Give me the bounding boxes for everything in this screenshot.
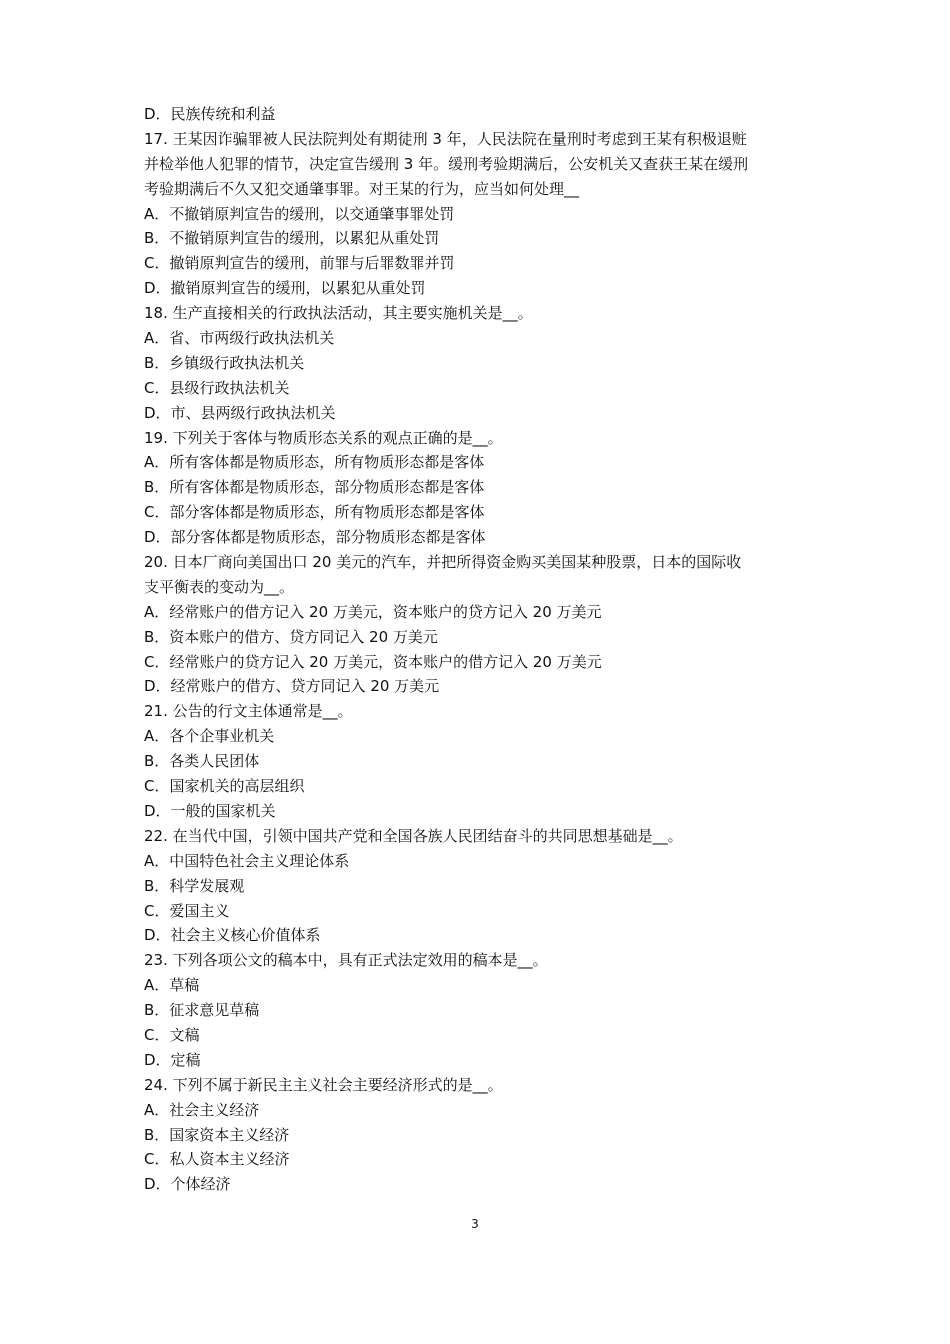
question-19: 19. 下列关于客体与物质形态关系的观点正确的是__。 [144, 428, 503, 447]
question-20: 20. 日本厂商向美国出口 20 美元的汽车，并把所得资金购买美国某种股票，日本的国际收 [144, 553, 742, 572]
answer-option: B．所有客体都是物质形态，部分物质形态都是客体 [144, 478, 485, 497]
answer-option: B．国家资本主义经济 [144, 1125, 290, 1144]
answer-option: A．社会主义经济 [144, 1100, 260, 1119]
answer-option: D．个体经济 [144, 1175, 231, 1194]
question-23: 23. 下列各项公文的稿本中，具有正式法定效用的稿本是__。 [144, 951, 548, 970]
answer-option: B．征求意见草稿 [144, 1001, 260, 1020]
answer-option: D．定稿 [144, 1050, 201, 1069]
answer-option: B．科学发展观 [144, 876, 245, 895]
answer-option: B．各类人民团体 [144, 752, 260, 771]
answer-option: D．市、县两级行政执法机关 [144, 403, 336, 422]
text-line: D．民族传统和利益 [144, 105, 276, 123]
question-text-body [144, 102, 814, 1197]
answer-option: A．不撤销原判宣告的缓刑，以交通肇事罪处罚 [144, 204, 455, 223]
text-line: 考验期满后不久又犯交通肇事罪。对王某的行为，应当如何处理__ [144, 179, 580, 198]
answer-option: B．资本账户的借方、贷方同记入 20 万美元 [144, 627, 438, 646]
question-22: 22. 在当代中国，引领中国共产党和全国各族人民团结奋斗的共同思想基础是__。 [144, 826, 683, 845]
question-17: 17. 王某因诈骗罪被人民法院判处有期徒刑 3 年，人民法院在量刑时考虑到王某有积极退赃 [144, 129, 747, 148]
answer-option: A．各个企事业机关 [144, 727, 275, 746]
answer-option: B．乡镇级行政执法机关 [144, 353, 305, 372]
answer-option: D．部分客体都是物质形态，部分物质形态都是客体 [144, 528, 486, 547]
answer-option: A．草稿 [144, 976, 200, 995]
answer-option: C．撤销原判宣告的缓刑，前罪与后罪数罪并罚 [144, 254, 455, 273]
answer-option: C．国家机关的高层组织 [144, 777, 305, 796]
answer-option: C．部分客体都是物质形态，所有物质形态都是客体 [144, 503, 485, 522]
answer-option: B．不撤销原判宣告的缓刑，以累犯从重处罚 [144, 229, 440, 248]
answer-option: A．省、市两级行政执法机关 [144, 329, 335, 348]
question-24: 24. 下列不属于新民主主义社会主要经济形式的是__。 [144, 1075, 503, 1094]
answer-option: D．撤销原判宣告的缓刑，以累犯从重处罚 [144, 279, 426, 298]
answer-option: C．县级行政执法机关 [144, 378, 290, 397]
text-line: 并检举他人犯罪的情节，决定宣告缓刑 3 年。缓刑考验期满后，公安机关又查获王某在缓刑 [144, 154, 749, 173]
answer-option: C．文稿 [144, 1025, 200, 1044]
answer-option: A．所有客体都是物质形态，所有物质形态都是客体 [144, 453, 485, 472]
answer-option: C．爱国主义 [144, 901, 230, 920]
answer-option: D．一般的国家机关 [144, 801, 276, 820]
question-21: 21. 公告的行文主体通常是__。 [144, 702, 353, 721]
answer-option: A．经常账户的借方记入 20 万美元，资本账户的贷方记入 20 万美元 [144, 602, 602, 621]
question-18: 18. 生产直接相关的行政执法活动，其主要实施机关是__。 [144, 304, 533, 323]
answer-option: D．经常账户的借方、贷方同记入 20 万美元 [144, 677, 440, 696]
answer-option: A．中国特色社会主义理论体系 [144, 851, 350, 870]
text-line: 支平衡表的变动为__。 [144, 577, 295, 596]
page-number: 3 [471, 1217, 479, 1231]
answer-option: C．私人资本主义经济 [144, 1150, 290, 1169]
answer-option: C．经常账户的贷方记入 20 万美元，资本账户的借方记入 20 万美元 [144, 652, 602, 671]
answer-option: D．社会主义核心价值体系 [144, 926, 321, 945]
